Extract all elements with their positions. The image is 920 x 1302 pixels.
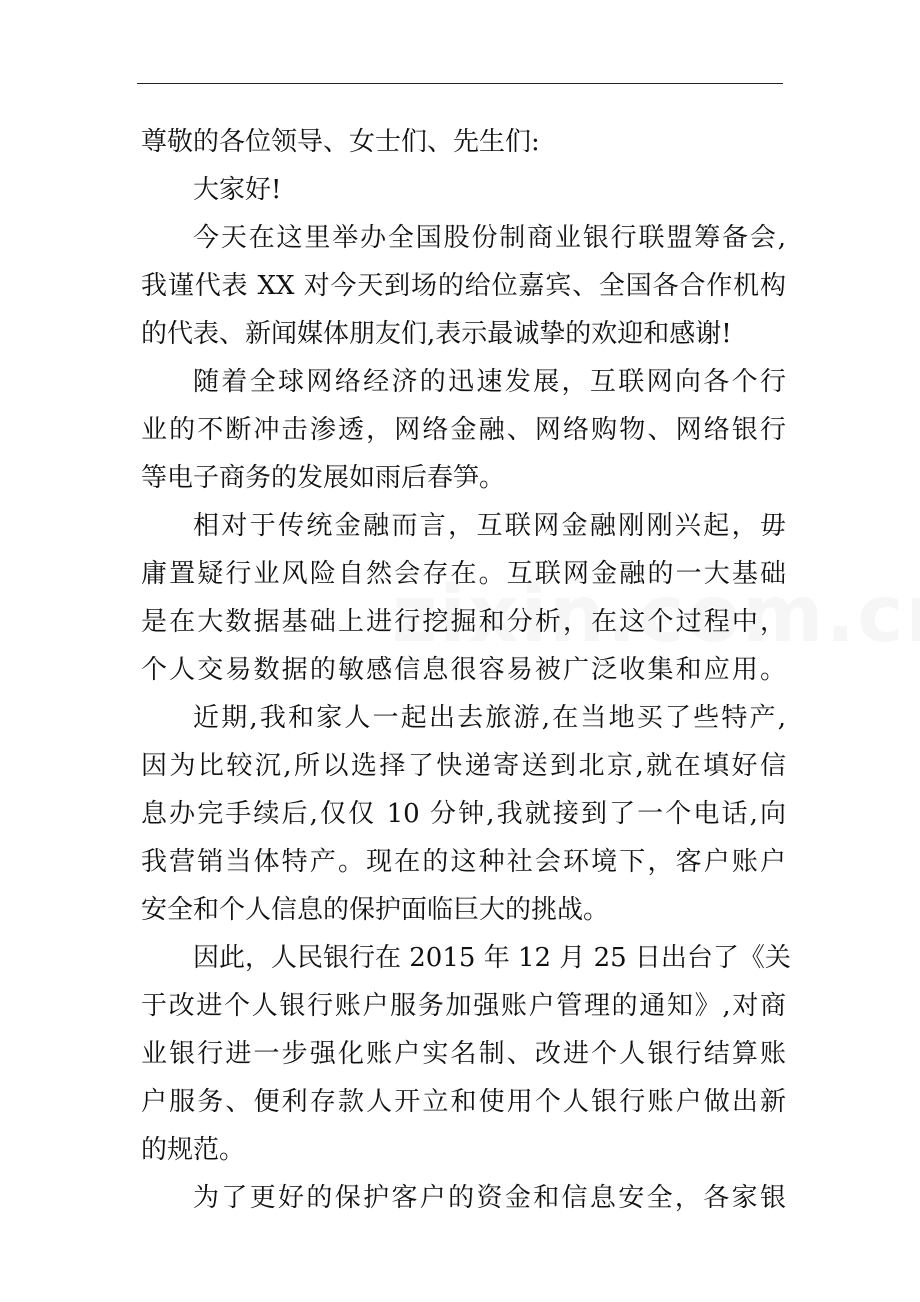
text-line: 是在大数据基础上进行挖掘和分析，在这个过程中， [141,607,786,637]
text-line: 随着全球网络经济的迅速发展，互联网向各个行 [193,367,786,397]
text-line: 为了更好的保护客户的资金和信息安全，各家银 [193,1183,786,1213]
text-line: 于改进个人银行账户服务加强账户管理的通知》,对商 [141,991,786,1021]
text-line: 个人交易数据的敏感信息很容易被广泛收集和应用。 [141,655,786,685]
text-line: 近期,我和家人一起出去旅游,在当地买了些特产, [193,703,786,733]
text-line: 息办完手续后,仅仅 10 分钟,我就接到了一个电话,向 [141,799,786,829]
speech-body [141,118,791,1222]
text-line: 业银行进一步强化账户实名制、改进个人银行结算账 [141,1039,786,1069]
text-line: 今天在这里举办全国股份制商业银行联盟筹备会, [193,223,786,253]
text-line: 等电子商务的发展如雨后春笋。 [141,463,506,493]
text-line: 庸置疑行业风险自然会存在。互联网金融的一大基础 [141,559,786,589]
text-line: 户服务、便利存款人开立和使用个人银行账户做出新 [141,1087,786,1117]
text-line: 的规范。 [141,1135,246,1165]
greeting-line: 大家好! [193,175,282,205]
salutation-line: 尊敬的各位领导、女士们、先生们: [141,127,540,157]
text-line: 相对于传统金融而言，互联网金融刚刚兴起，毋 [193,511,786,541]
text-line: 因为比较沉,所以选择了快递寄送到北京,就在填好信 [141,751,786,781]
text-line: 业的不断冲击渗透，网络金融、网络购物、网络银行 [141,415,786,445]
header-rule [137,83,783,84]
text-line: 我营销当体特产。现在的这种社会环境下，客户账户 [141,847,786,877]
text-line: 安全和个人信息的保护面临巨大的挑战。 [141,895,610,925]
text-line: 的代表、新闻媒体朋友们,表示最诚挚的欢迎和感谢! [141,319,732,349]
text-line: 我谨代表 XX 对今天到场的给位嘉宾、全国各合作机构 [141,271,786,301]
text-line: 因此，人民银行在 2015 年 12 月 25 日出台了《关 [193,943,791,973]
